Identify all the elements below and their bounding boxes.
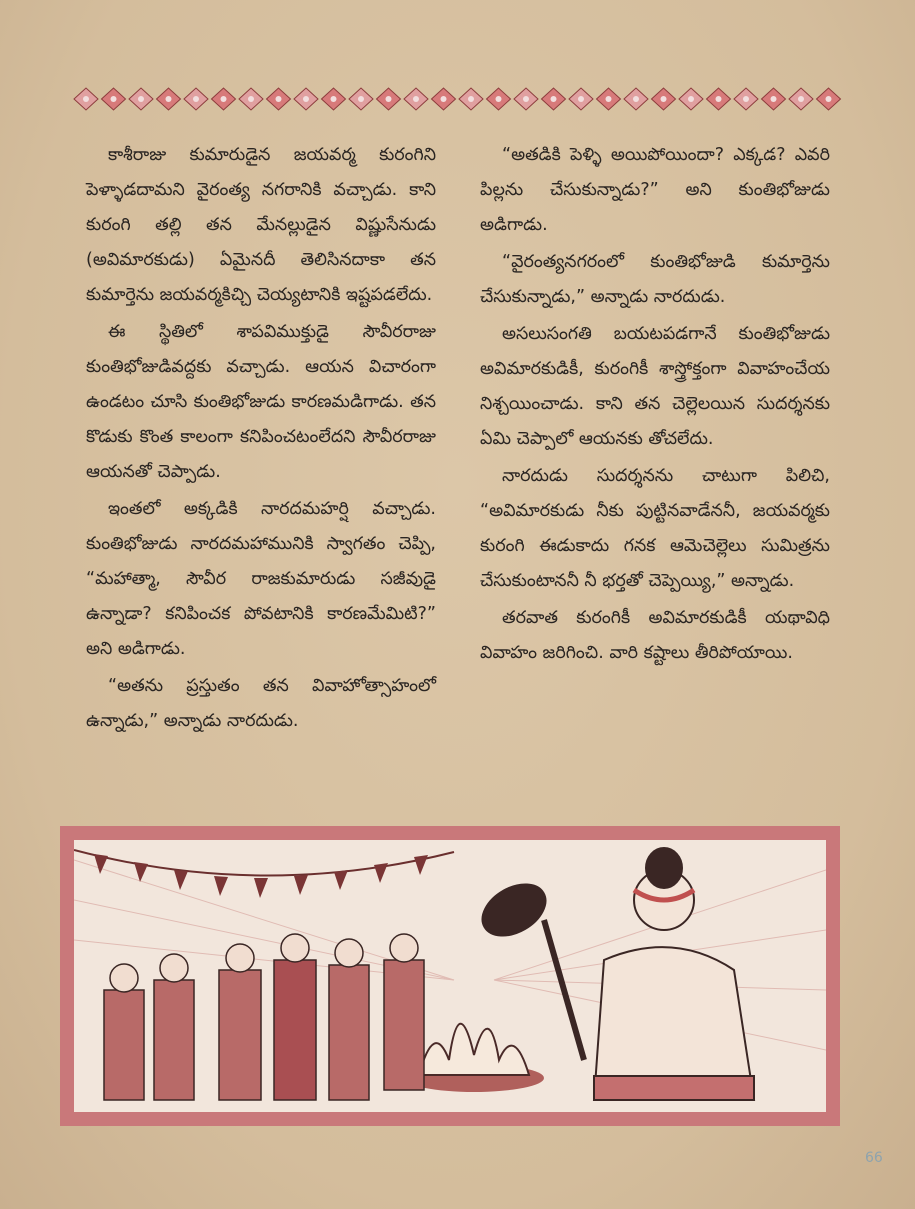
paragraph: కాశీరాజు కుమారుడైన జయవర్మ కురంగిని పెళ్ళాడదామని వైరంత్య నగరానికి వచ్చాడు. కాని కురంగి తల్లి తన మేనల్లుడైన విష్ణుసేనుడు (అవిమారకుడు) ఏమైనదీ తెలిసినదాకా తన కుమార్తెను జయవర్మకిచ్చి చెయ్యటానికి ఇష్టపడలేదు.: [86, 145, 436, 305]
paragraph: “వైరంత్యనగరంలో కుంతిభోజుడి కుమార్తెను చేసుకున్నాడు,” అన్నాడు నారదుడు.: [480, 252, 830, 307]
paragraph: ఇంతలో అక్కడికి నారదమహర్షి వచ్చాడు. కుంతిభోజుడు నారదమహామునికి స్వాగతం చెప్పి, “మహాత్మా, సౌవీర రాజకుమారుడు సజీవుడై ఉన్నాడా? కనిపించక పోవటానికి కారణమేమిటి?” అని అడిగాడు.: [86, 499, 436, 659]
paragraph: అసలుసంగతి బయటపడగానే కుంతిభోజుడు అవిమారకుడికీ, కురంగికీ శాస్త్రోక్తంగా వివాహంచేయ నిశ్చయించాడు. కాని తన చెల్లెలయిన సుదర్శనకు ఏమి చెప్పాలో ఆయనకు తోచలేదు.: [480, 324, 830, 449]
paragraph: ఈ స్థితిలో శాపవిముక్తుడై సౌవీరరాజు కుంతిభోజుడివద్దకు వచ్చాడు. ఆయన విచారంగా ఉండటం చూసి కుంతిభోజుడు కారణమడిగాడు. తన కొడుకు కొంత కాలంగా కనిపించటంలేదని సౌవీరరాజు ఆయనతో చెప్పాడు.: [86, 322, 436, 482]
wedding-illustration: [60, 826, 840, 1126]
wedding-scene-icon: [74, 840, 826, 1112]
border-pattern-icon: [72, 84, 842, 114]
paragraph: “అతడికి పెళ్ళి అయిపోయిందా? ఎక్కడ? ఎవరి పిల్లను చేసుకున్నాడు?” అని కుంతిభోజుడు అడిగాడు.: [480, 145, 830, 235]
text-column-right: [480, 138, 830, 673]
illustration-scene: [74, 840, 826, 1112]
paragraph: “అతను ప్రస్తుతం తన వివాహోత్సాహంలో ఉన్నాడు,” అన్నాడు నారదుడు.: [86, 676, 436, 731]
fire-icon: [404, 1024, 544, 1092]
text-column-left: [86, 138, 436, 741]
page-number: 66: [865, 1150, 883, 1166]
paragraph: తరవాత కురంగికీ అవిమారకుడికీ యథావిధి వివాహం జరిగించి. వారి కష్టాలు తీరిపోయాయి.: [480, 608, 830, 663]
decorative-border: [72, 84, 842, 114]
paragraph: నారదుడు సుదర్శనను చాటుగా పిలిచి, “అవిమారకుడు నీకు పుట్టినవాడేననీ, జయవర్మకు కురంగి ఈడుకాదు గనక ఆమెచెల్లెలు సుమిత్రను చేసుకుంటాననీ నీ భర్తతో చెప్పెయ్యి,” అన్నాడు.: [480, 466, 830, 591]
